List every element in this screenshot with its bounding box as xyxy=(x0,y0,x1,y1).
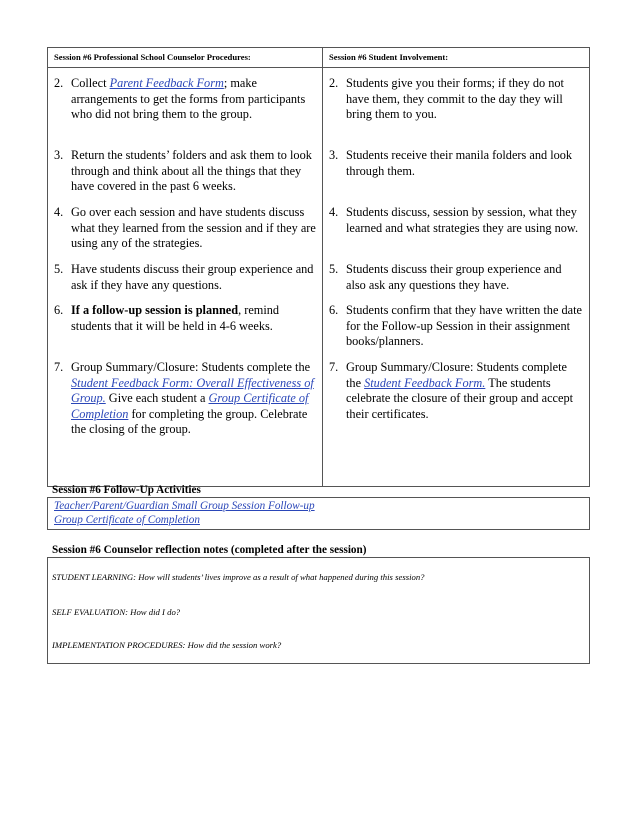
counselor-procedures-header: Session #6 Professional School Counselor Procedures: xyxy=(48,48,323,68)
procedure-item-5: 5. Have students discuss their group experience and ask if they have any questions. xyxy=(54,262,314,292)
implementation-procedures-prompt: IMPLEMENTATION PROCEDURES: How did the session work? xyxy=(52,640,282,650)
item-number: 3. xyxy=(329,148,339,162)
follow-up-title: Session #6 Follow-Up Activities xyxy=(52,484,201,496)
student-feedback-form-link[interactable]: Student Feedback Form. xyxy=(364,375,486,390)
reflection-notes-box xyxy=(47,557,590,664)
item-number: 4. xyxy=(329,205,339,219)
counselor-procedures-cell xyxy=(48,68,323,487)
procedure-item-4: 4. Go over each session and have students discuss what they learned from the session and if they are using any of the strategies. xyxy=(54,205,316,250)
item-number: 2. xyxy=(54,76,64,90)
counselor-procedures-list xyxy=(54,76,316,438)
involvement-item-2: 2. Students give you their forms; if they do not have them, they commit to the day they will bring them to you. xyxy=(329,76,564,121)
involvement-item-6: 6. Students confirm that they have written the date for the Follow-up Session in their assignment books/planners. xyxy=(329,303,582,348)
procedure-item-2: 2. Collect Parent Feedback Form; make arrangements to get the forms from participants who did not bring them to the group. xyxy=(54,76,306,121)
item-number: 6. xyxy=(329,303,339,317)
group-certificate-follow-up-link[interactable]: Group Certificate of Completion xyxy=(54,514,200,526)
student-involvement-cell xyxy=(323,68,590,487)
student-involvement-list xyxy=(329,76,583,422)
item-number: 5. xyxy=(54,262,64,276)
student-learning-prompt: STUDENT LEARNING: How will students’ lives improve as a result of what happened during this session? xyxy=(52,572,425,582)
parent-feedback-form-link[interactable]: Parent Feedback Form xyxy=(109,76,224,90)
procedure-item-3: 3. Return the students’ folders and ask them to look through and think about all the things that they have covered in the past 6 weeks. xyxy=(54,148,312,193)
group-certificate-link[interactable]: Group Certificate of Completion xyxy=(71,391,309,421)
involvement-item-7: 7. Group Summary/Closure: Students complete the Student Feedback Form. The students celebrate the closure of their group and accept their certificates. xyxy=(329,360,574,421)
item-number: 6. xyxy=(54,303,64,317)
item-number: 7. xyxy=(329,360,339,374)
procedures-table xyxy=(47,47,590,487)
involvement-item-3: 3. Students receive their manila folders and look through them. xyxy=(329,148,573,178)
student-feedback-form-overall-link[interactable]: Student Feedback Form: Overall Effectiveness of Group. xyxy=(71,375,314,405)
procedure-item-7: 7. Group Summary/Closure: Students complete the Student Feedback Form: Overall Effectiveness of Group. Give each student a Group Certificate of Completion for completing the group. Celebrate the closing of the group. xyxy=(54,360,314,436)
student-involvement-header: Session #6 Student Involvement: xyxy=(323,48,590,68)
item-number: 7. xyxy=(54,360,64,374)
self-evaluation-prompt: SELF EVALUATION: How did I do? xyxy=(52,607,181,617)
involvement-item-5: 5. Students discuss their group experience and also ask any questions they have. xyxy=(329,262,562,292)
involvement-item-4: 4. Students discuss, session by session, what they learned and what strategies they are using now. xyxy=(329,205,579,235)
small-group-follow-up-link[interactable]: Teacher/Parent/Guardian Small Group Session Follow-up xyxy=(54,500,315,512)
follow-up-links-box xyxy=(47,497,590,530)
reflection-title: Session #6 Counselor reflection notes (completed after the session) xyxy=(52,544,367,556)
item-number: 4. xyxy=(54,205,64,219)
procedure-item-6: 6. If a follow-up session is planned, remind students that it will be held in 4-6 weeks. xyxy=(54,303,280,333)
item-number: 3. xyxy=(54,148,64,162)
item-number: 5. xyxy=(329,262,339,276)
item-number: 2. xyxy=(329,76,339,90)
